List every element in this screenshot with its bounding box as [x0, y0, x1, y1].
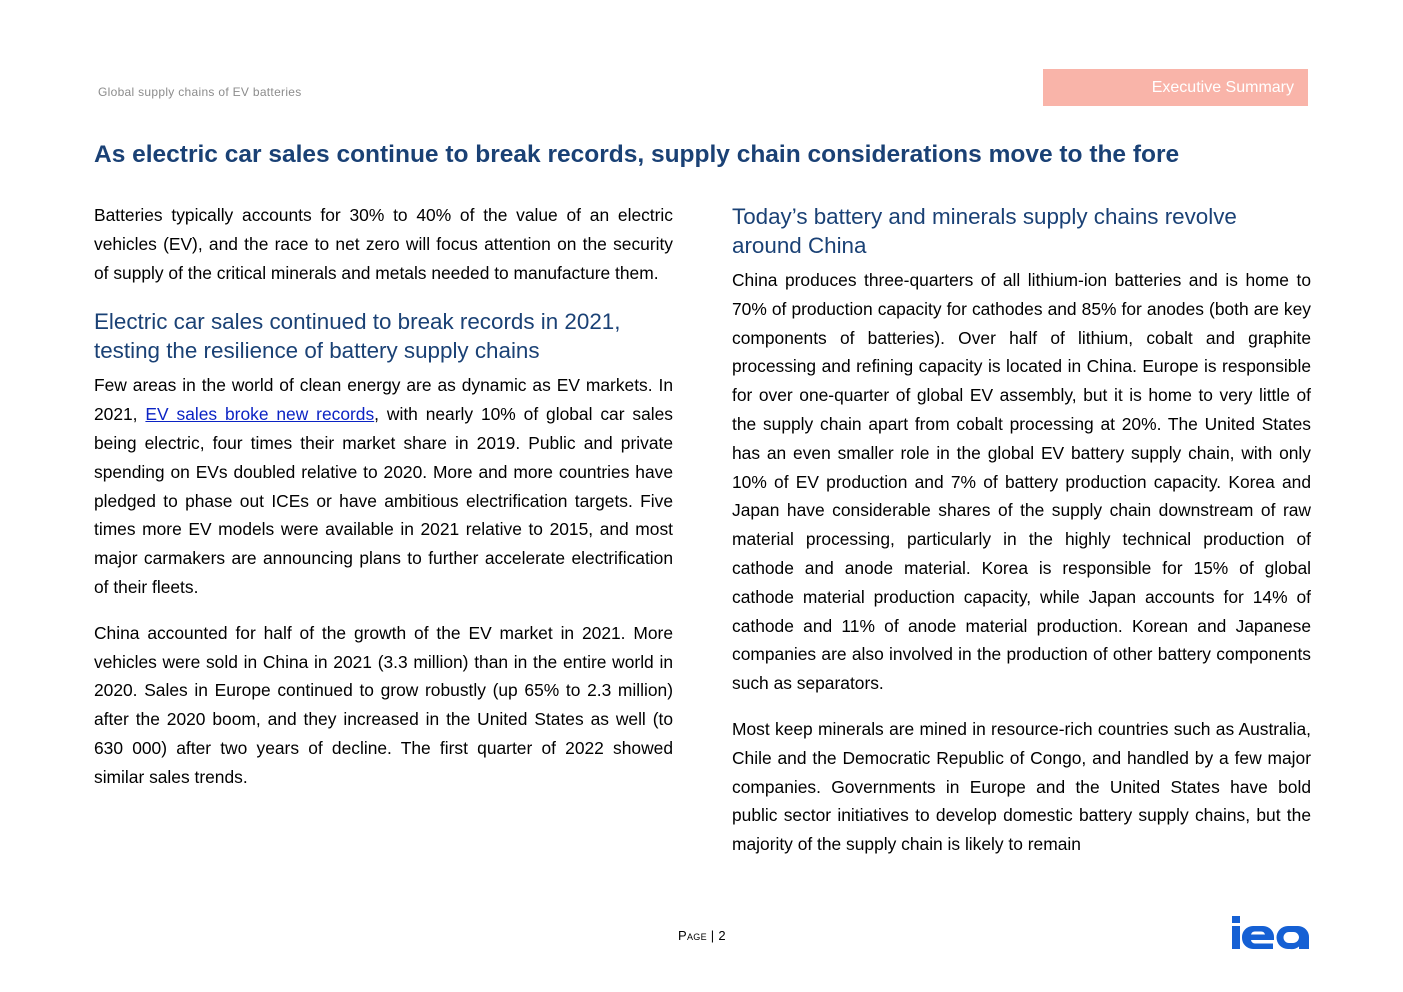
section-tab: [1043, 69, 1308, 106]
supply-chain-paragraph: China produces three-quarters of all lithium-ion batteries and is home to 70% of production capacity for cathodes and 85% for anodes (both are key components of batteries). Over half of lithium, cobalt and graphite processing and refining capacity is located in China. Europe is responsible for over one-quarter of global EV assembly, but it is home to very little of the supply chain apart from cobalt processing at 20%. The United States has an even smaller role in the global EV battery supply chain, with only 10% of EV production and 7% of battery production capacity. Korea and Japan have considerable shares of the supply chain downstream of raw material processing, particularly in the highly technical production of cathode and anode material. Korea is responsible for 15% of global cathode material production capacity, while Japan accounts for 14% of cathode and 11% of anode material production. Korean and Japanese companies are also involved in the production of other battery components such as separators.: [732, 270, 1311, 694]
page-label: Page: [678, 928, 707, 943]
china-growth-paragraph: China accounted for half of the growth of the EV market in 2021. More vehicles were sold in China in 2021 (3.3 million) than in the entire world in 2020. Sales in Europe continued to grow robustly (up 65% to 2.3 million) after the 2020 boom, and they increased in the United States as well (to 630 000) after two years of decline. The first quarter of 2022 showed similar sales trends.: [94, 622, 673, 787]
page-separator: |: [706, 928, 719, 943]
intro-paragraph: Batteries typically accounts for 30% to 40% of the value of an electric vehicles (EV), and the race to net zero will focus attention on the security of supply of the critical minerals and metals needed to manufacture them.: [94, 205, 673, 283]
minerals-paragraph: Most keep minerals are mined in resource-rich countries such as Australia, Chile and the Democratic Republic of Congo, and handled by a few major companies. Governments in Europe and the United States have bold public sector initiatives to develop domestic battery supply chains, but the majority of the supply chain is likely to remain: [732, 718, 1311, 855]
running-title: Global supply chains of EV batteries: [98, 85, 302, 99]
page-number-value: 2: [718, 928, 726, 943]
right-subheading: Today’s battery and minerals supply chains revolve around China: [732, 204, 1237, 258]
ev-markets-text-after: , with nearly 10% of global car sales being electric, four times their market share in 2019. Public and private spending on EVs doubled relative to 2020. More and more countries have pledged to phase out ICEs or have ambitious electrification targets. Five times more EV models were available in 2021 relative to 2015, and most major carmakers are announcing plans to further accelerate electrification of their fleets.: [94, 404, 673, 597]
section-tab-label: Executive Summary: [1151, 78, 1294, 96]
ev-markets-text-before: Few areas in the world of clean energy are as dynamic as EV markets. In 2021,: [94, 375, 673, 425]
right-column: [732, 200, 1311, 859]
page-title: As electric car sales continue to break records, supply chain considerations move to the fore: [94, 141, 1180, 168]
page-number: [678, 928, 726, 943]
ev-sales-records-link[interactable]: EV sales broke new records: [145, 404, 375, 425]
left-column: [94, 200, 673, 792]
iea-logo-icon: [1232, 916, 1310, 950]
ev-markets-paragraph: [94, 371, 673, 601]
left-subheading: Electric car sales continued to break records in 2021, testing the resilience of battery supply chains: [94, 309, 621, 364]
